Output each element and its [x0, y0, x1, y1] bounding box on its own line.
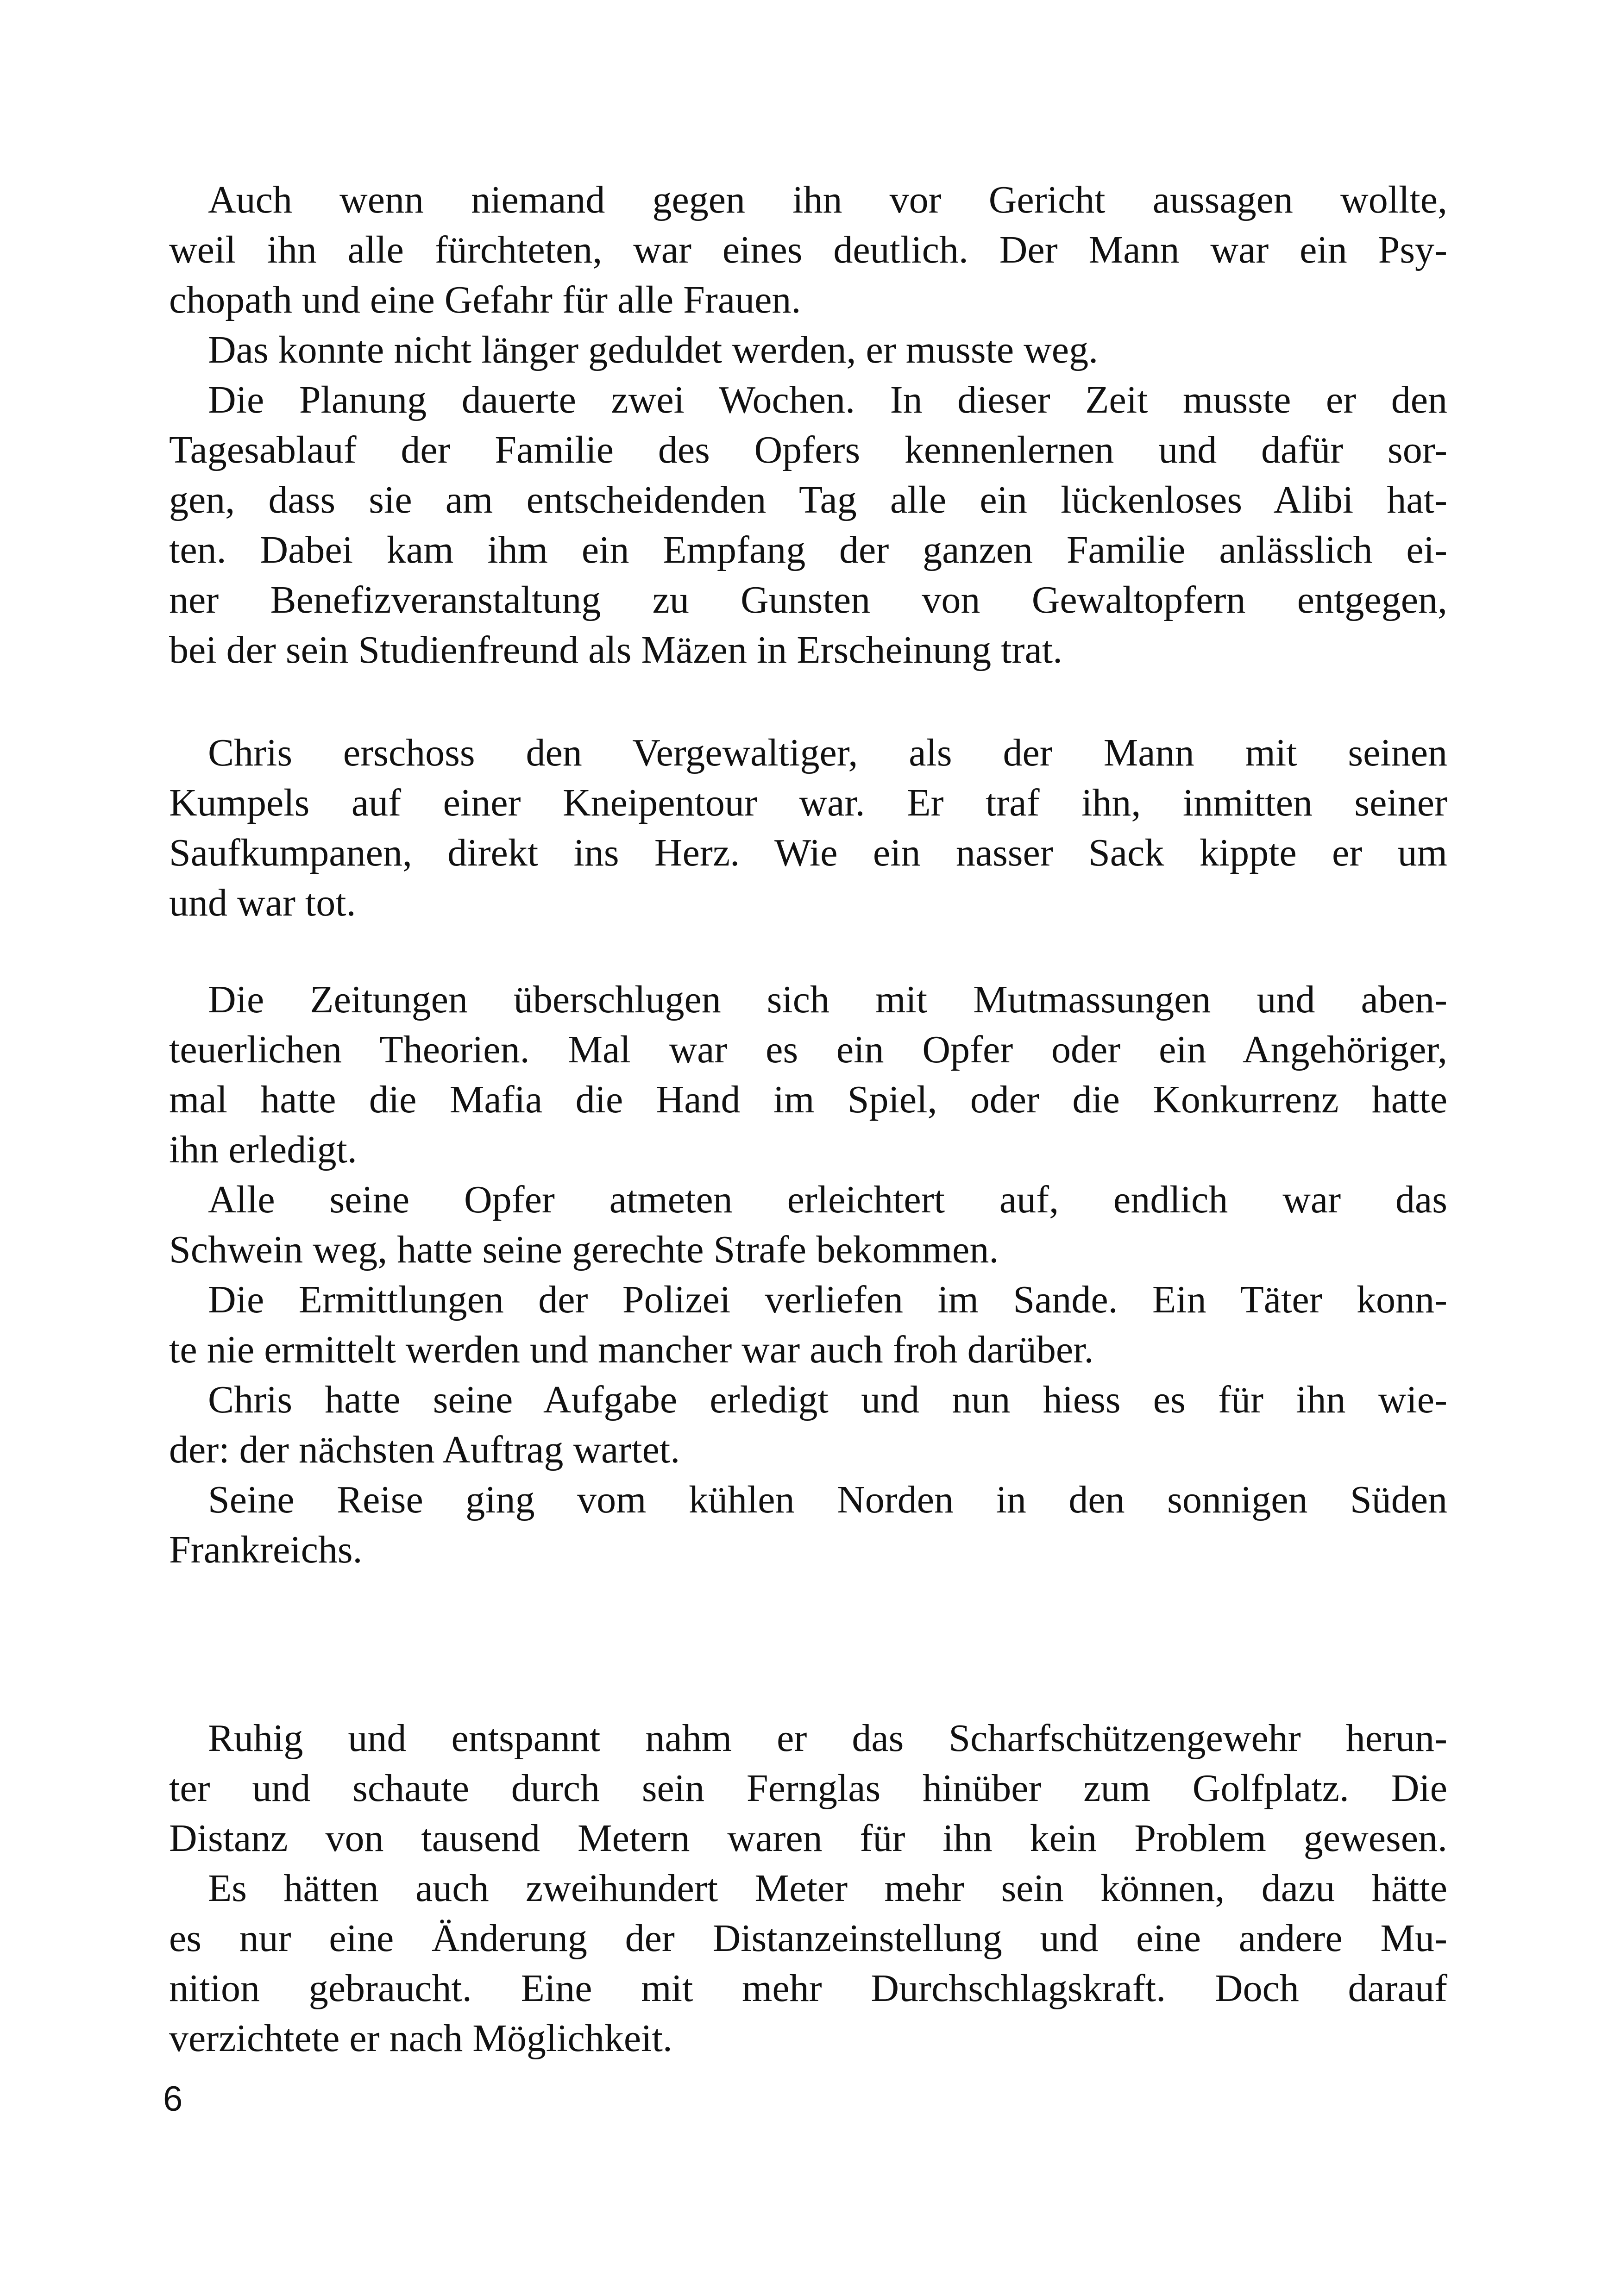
text-line: Seine Reise ging vom kühlen Norden in den sonnigen Süden: [169, 1478, 1447, 1521]
text-line: ten. Dabei kam ihm ein Empfang der ganzen Familie anlässlich ei-: [169, 528, 1447, 571]
text-line: weil ihn alle fürchteten, war eines deutlich. Der Mann war ein Psy-: [169, 228, 1447, 271]
text-line: teuerlichen Theorien. Mal war es ein Opfer oder ein Angehöriger,: [169, 1028, 1447, 1071]
text-line: Schwein weg, hatte seine gerechte Strafe bekommen.: [169, 1228, 999, 1271]
text-line: te nie ermittelt werden und mancher war auch froh darüber.: [169, 1328, 1094, 1371]
text-line: Das konnte nicht länger geduldet werden, er musste weg.: [169, 328, 1099, 371]
text-line: Es hätten auch zweihundert Meter mehr sein können, dazu hätte: [169, 1867, 1447, 1910]
text-line: ter und schaute durch sein Fernglas hinüber zum Golfplatz. Die: [169, 1767, 1447, 1810]
text-line: Auch wenn niemand gegen ihn vor Gericht aussagen wollte,: [169, 178, 1447, 221]
text-line: Ruhig und entspannt nahm er das Scharfschützengewehr herun-: [169, 1717, 1447, 1760]
text-line: und war tot.: [169, 881, 356, 924]
text-line: Die Planung dauerte zwei Wochen. In dieser Zeit musste er den: [169, 378, 1447, 421]
text-line: Frankreichs.: [169, 1528, 363, 1571]
paragraph-block-2: [169, 728, 1447, 928]
paragraph-block-3: [169, 975, 1447, 1575]
text-line: ner Benefizveranstaltung zu Gunsten von Gewaltopfern entgegen,: [169, 578, 1447, 621]
text-line: bei der sein Studienfreund als Mäzen in Erscheinung trat.: [169, 628, 1063, 671]
text-line: Chris erschoss den Vergewaltiger, als der Mann mit seinen: [169, 731, 1447, 774]
paragraph-block-4: [169, 1713, 1447, 2064]
text-line: Tagesablauf der Familie des Opfers kennenlernen und dafür sor-: [169, 428, 1447, 471]
text-line: gen, dass sie am entscheidenden Tag alle ein lückenloses Alibi hat-: [169, 478, 1447, 521]
text-line: Alle seine Opfer atmeten erleichtert auf, endlich war das: [169, 1178, 1447, 1221]
text-line: chopath und eine Gefahr für alle Frauen.: [169, 278, 801, 321]
text-line: es nur eine Änderung der Distanzeinstellung und eine andere Mu-: [169, 1917, 1447, 1960]
text-line: ihn erledigt.: [169, 1128, 357, 1171]
text-line: Die Zeitungen überschlugen sich mit Mutmassungen und aben-: [169, 978, 1447, 1021]
page-number: 6: [163, 2079, 183, 2119]
text-line: der: der nächsten Auftrag wartet.: [169, 1428, 680, 1471]
text-line: Saufkumpanen, direkt ins Herz. Wie ein nasser Sack kippte er um: [169, 831, 1447, 874]
text-line: Die Ermittlungen der Polizei verliefen im Sande. Ein Täter konn-: [169, 1278, 1447, 1321]
text-line: Chris hatte seine Aufgabe erledigt und nun hiess es für ihn wie-: [169, 1378, 1447, 1421]
text-line: mal hatte die Mafia die Hand im Spiel, oder die Konkurrenz hatte: [169, 1078, 1447, 1121]
text-line: verzichtete er nach Möglichkeit.: [169, 2017, 672, 2060]
text-line: Kumpels auf einer Kneipentour war. Er traf ihn, inmitten seiner: [169, 781, 1447, 824]
text-line: nition gebraucht. Eine mit mehr Durchschlagskraft. Doch darauf: [169, 1967, 1447, 2010]
paragraph-block-1: [169, 175, 1447, 675]
text-line: Distanz von tausend Metern waren für ihn kein Problem gewesen.: [169, 1817, 1447, 1860]
